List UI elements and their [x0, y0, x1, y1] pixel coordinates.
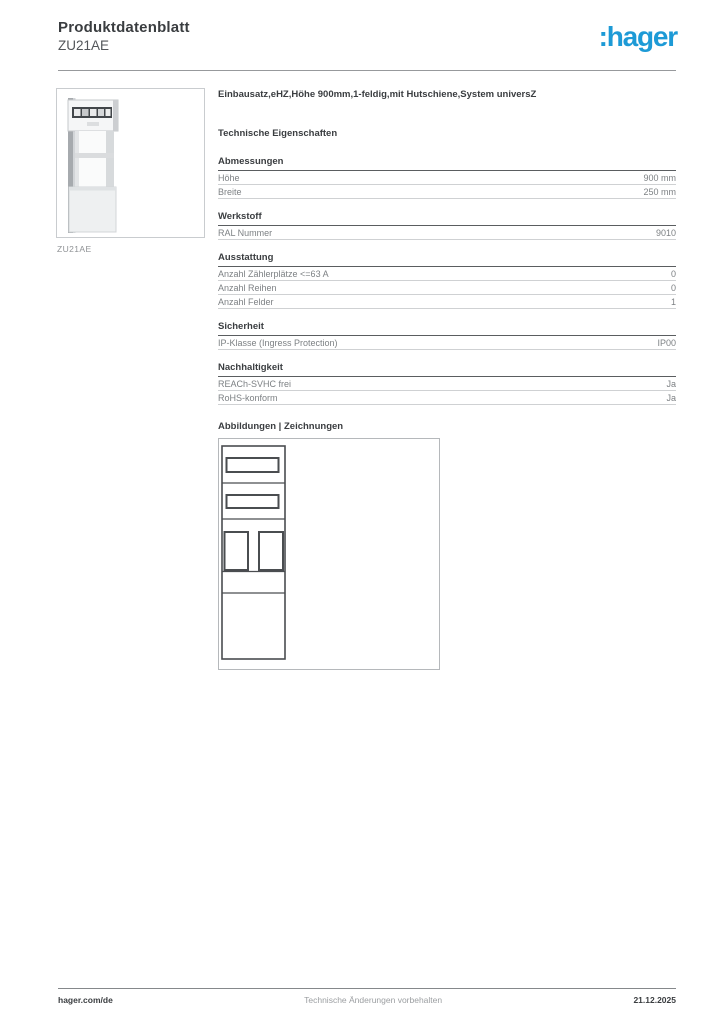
spec-row [218, 171, 676, 185]
drawings-title: Abbildungen | Zeichnungen [218, 421, 344, 432]
hager-logo: :hager [598, 21, 677, 52]
spec-value: Ja [666, 378, 676, 389]
footer-notice: Technische Änderungen vorbehalten [304, 995, 443, 1005]
spec-row [218, 267, 676, 281]
spec-value: 250 mm [643, 186, 676, 197]
page-title: Produktdatenblatt [58, 19, 190, 36]
spec-row [218, 391, 676, 405]
spec-row [218, 281, 676, 295]
footer-divider [58, 988, 676, 989]
spec-value: 0 [670, 282, 676, 293]
spec-group [218, 252, 676, 309]
technical-drawing-frame [218, 438, 440, 670]
product-id: ZU21AE [58, 38, 110, 53]
spec-label: Höhe [218, 172, 240, 183]
footer [58, 995, 676, 1005]
product-photo-frame [56, 88, 205, 238]
spec-group [218, 156, 676, 199]
spec-value: 900 mm [643, 172, 676, 183]
spec-label: Breite [218, 186, 242, 197]
spec-row [218, 377, 676, 391]
spec-group [218, 211, 676, 240]
photo-caption: ZU21AE [57, 244, 92, 254]
spec-groups [218, 156, 676, 405]
spec-label: IP-Klasse (Ingress Protection) [218, 337, 338, 348]
header-divider [58, 70, 676, 71]
spec-label: Anzahl Felder [218, 296, 274, 307]
spec-group-title: Abmessungen [218, 156, 676, 171]
spec-label: RAL Nummer [218, 227, 273, 238]
spec-value: 0 [670, 268, 676, 279]
spec-label: Anzahl Zählerplätze <=63 A [218, 268, 329, 279]
technical-drawing [219, 439, 439, 669]
footer-website-link[interactable]: hager.com/de [58, 995, 113, 1005]
spec-row [218, 185, 676, 199]
spec-group [218, 321, 676, 350]
technical-properties-title: Technische Eigenschaften [218, 128, 338, 139]
main-column [218, 89, 676, 670]
spec-group-title: Werkstoff [218, 211, 676, 226]
spec-label: Anzahl Reihen [218, 282, 277, 293]
spec-label: RoHS-konform [218, 392, 278, 403]
spec-group-title: Nachhaltigkeit [218, 362, 676, 377]
spec-group-title: Ausstattung [218, 252, 676, 267]
spec-group [218, 362, 676, 405]
footer-date: 21.12.2025 [633, 995, 676, 1005]
spec-row [218, 226, 676, 240]
product-description: Einbausatz,eHZ,Höhe 900mm,1-feldig,mit Hutschiene,System universZ [218, 89, 537, 100]
spec-value: 1 [670, 296, 676, 307]
spec-row [218, 336, 676, 350]
spec-value: 9010 [655, 227, 676, 238]
spec-value: IP00 [657, 337, 676, 348]
spec-row [218, 295, 676, 309]
spec-group-title: Sicherheit [218, 321, 676, 336]
spec-value: Ja [666, 392, 676, 403]
spec-label: REACh-SVHC frei [218, 378, 292, 389]
product-photo [57, 89, 204, 237]
